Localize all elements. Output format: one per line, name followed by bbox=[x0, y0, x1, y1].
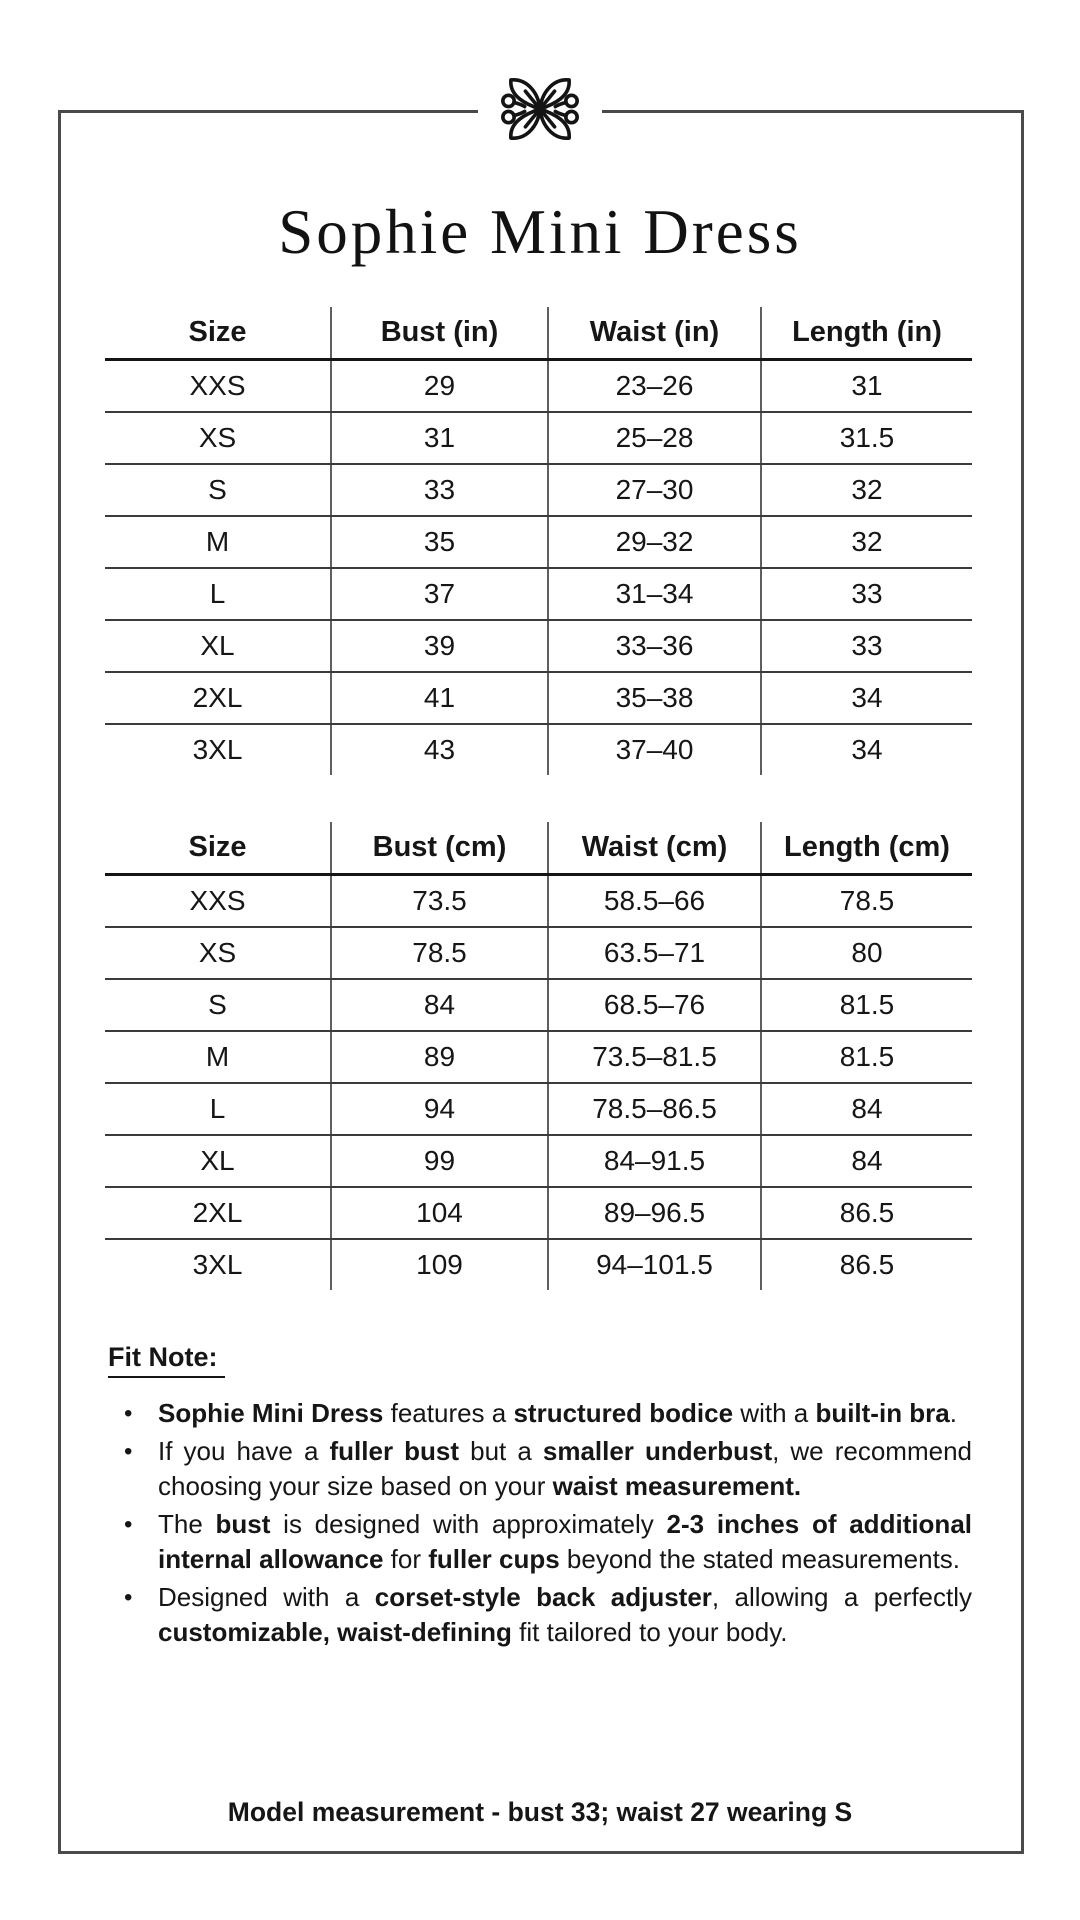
bullet-icon: • bbox=[124, 1511, 133, 1538]
table-cell: 81.5 bbox=[761, 979, 972, 1031]
table-cell: 32 bbox=[761, 516, 972, 568]
table-cell: 78.5–86.5 bbox=[548, 1083, 761, 1135]
body-text: fit tailored to your body. bbox=[511, 1617, 788, 1647]
table-cell: 35 bbox=[331, 516, 548, 568]
table-cell: 33 bbox=[761, 620, 972, 672]
emphasized-text: corset-style back adjuster bbox=[374, 1582, 712, 1612]
table-row bbox=[105, 1239, 972, 1290]
column-header: Size bbox=[105, 307, 331, 360]
body-text: features a bbox=[383, 1398, 514, 1428]
table-cell: 33 bbox=[761, 568, 972, 620]
table-cell: 27–30 bbox=[548, 464, 761, 516]
table-cell: 104 bbox=[331, 1187, 548, 1239]
body-text: is designed with approximately bbox=[270, 1509, 667, 1539]
table-cell: 3XL bbox=[105, 1239, 331, 1290]
table-cell: 39 bbox=[331, 620, 548, 672]
table-cell: 73.5 bbox=[331, 875, 548, 928]
column-header: Length (cm) bbox=[761, 822, 972, 875]
bullet-icon: • bbox=[124, 1438, 133, 1465]
table-cell: 33–36 bbox=[548, 620, 761, 672]
body-text: If you have a bbox=[158, 1436, 330, 1466]
table-cell: XXS bbox=[105, 875, 331, 928]
column-header: Bust (cm) bbox=[331, 822, 548, 875]
body-text: . bbox=[949, 1398, 957, 1428]
table-cell: L bbox=[105, 1083, 331, 1135]
table-row bbox=[105, 672, 972, 724]
table-row bbox=[105, 516, 972, 568]
emphasized-text: fuller cups bbox=[428, 1544, 560, 1574]
table-cell: M bbox=[105, 516, 331, 568]
header-row bbox=[105, 307, 972, 360]
fit-note-item bbox=[122, 1396, 972, 1431]
table-cell: 2XL bbox=[105, 672, 331, 724]
body-text: Designed with a bbox=[158, 1582, 375, 1612]
size-chart-inches-table bbox=[105, 307, 972, 775]
table-row bbox=[105, 979, 972, 1031]
table-cell: 23–26 bbox=[548, 360, 761, 413]
body-text: , we recommend choosing your size based on your bbox=[158, 1436, 972, 1501]
body-text: for bbox=[383, 1544, 429, 1574]
table-row bbox=[105, 412, 972, 464]
table-cell: 63.5–71 bbox=[548, 927, 761, 979]
body-text: , allowing a perfectly bbox=[711, 1582, 973, 1612]
table-cell: 86.5 bbox=[839, 1249, 895, 1280]
table-row bbox=[105, 875, 972, 928]
table-row bbox=[105, 620, 972, 672]
body-text: but a bbox=[459, 1436, 543, 1466]
table-cell: 31 bbox=[761, 360, 972, 413]
emphasized-text: smaller underbust bbox=[542, 1436, 773, 1466]
table-row bbox=[105, 1135, 972, 1187]
table-cell: S bbox=[105, 464, 331, 516]
table-cell: 34 bbox=[761, 672, 972, 724]
table-cell: 32 bbox=[761, 464, 972, 516]
table-row bbox=[105, 1187, 972, 1239]
column-header: Size bbox=[105, 822, 331, 875]
emphasized-text: customizable, waist-defining bbox=[158, 1617, 512, 1647]
column-header: Bust (in) bbox=[331, 307, 548, 360]
table-cell: S bbox=[105, 979, 331, 1031]
table-cell: XL bbox=[105, 620, 331, 672]
table-cell: 68.5–76 bbox=[548, 979, 761, 1031]
butterfly-flourish-icon bbox=[498, 69, 582, 149]
column-header: Length (in) bbox=[761, 307, 972, 360]
table-cell: 37–40 bbox=[548, 724, 761, 775]
size-chart-inches bbox=[105, 307, 972, 775]
header-row bbox=[105, 822, 972, 875]
table-cell: 41 bbox=[331, 672, 548, 724]
table-cell: 94 bbox=[331, 1083, 548, 1135]
table-cell: L bbox=[105, 568, 331, 620]
table-cell: 84 bbox=[761, 1135, 972, 1187]
table-cell: 78.5 bbox=[331, 927, 548, 979]
body-text: The bbox=[158, 1509, 216, 1539]
table-cell: 2XL bbox=[105, 1187, 331, 1239]
fit-note-heading: Fit Note: bbox=[108, 1342, 225, 1378]
table-cell: 31.5 bbox=[761, 412, 972, 464]
table-cell: XXS bbox=[105, 360, 331, 413]
table-cell: 58.5–66 bbox=[548, 875, 761, 928]
table-cell: 89 bbox=[331, 1031, 548, 1083]
emphasized-text: Sophie Mini Dress bbox=[158, 1398, 384, 1428]
table-cell: 94–101.5 bbox=[548, 1239, 761, 1290]
bullet-icon: • bbox=[124, 1400, 133, 1427]
emphasized-text: fuller bust bbox=[329, 1436, 460, 1466]
table-cell: 84 bbox=[331, 979, 548, 1031]
table-row bbox=[105, 724, 972, 775]
table-row bbox=[105, 927, 972, 979]
table-cell: 99 bbox=[331, 1135, 548, 1187]
emphasized-text: bust bbox=[215, 1509, 271, 1539]
page-title: Sophie Mini Dress bbox=[278, 197, 802, 267]
table-cell: 86.5 bbox=[761, 1187, 972, 1239]
table-row bbox=[105, 1031, 972, 1083]
emphasized-text: structured bodice bbox=[513, 1398, 734, 1428]
fit-note-item bbox=[122, 1580, 972, 1650]
table-cell: 31–34 bbox=[548, 568, 761, 620]
table-cell: 73.5–81.5 bbox=[548, 1031, 761, 1083]
body-text: beyond the stated measurements. bbox=[559, 1544, 961, 1574]
column-header: Waist (in) bbox=[548, 307, 761, 360]
table-cell: XL bbox=[105, 1135, 331, 1187]
table-cell: 84–91.5 bbox=[548, 1135, 761, 1187]
size-chart-centimeters bbox=[105, 822, 972, 1290]
table-cell: 43 bbox=[331, 724, 548, 775]
table-cell: 81.5 bbox=[761, 1031, 972, 1083]
table-cell: 37 bbox=[331, 568, 548, 620]
table-cell: 34 bbox=[851, 734, 883, 765]
table-cell: M bbox=[105, 1031, 331, 1083]
brand-ornament bbox=[478, 62, 602, 156]
table-row bbox=[105, 568, 972, 620]
table-cell: 84 bbox=[761, 1083, 972, 1135]
table-cell: 35–38 bbox=[548, 672, 761, 724]
table-cell: 33 bbox=[331, 464, 548, 516]
table-row bbox=[105, 1083, 972, 1135]
emphasized-text: built-in bra bbox=[815, 1398, 950, 1428]
table-cell: 31 bbox=[331, 412, 548, 464]
column-header: Waist (cm) bbox=[548, 822, 761, 875]
model-measurement-note: Model measurement - bust 33; waist 27 wearing S bbox=[227, 1797, 853, 1827]
fit-note-list bbox=[122, 1396, 972, 1653]
emphasized-text: waist measurement. bbox=[552, 1471, 802, 1501]
table-row bbox=[105, 464, 972, 516]
table-cell: 109 bbox=[331, 1239, 548, 1290]
table-cell: XS bbox=[105, 927, 331, 979]
body-text: with a bbox=[733, 1398, 816, 1428]
table-cell: 29 bbox=[331, 360, 548, 413]
table-cell: 3XL bbox=[105, 724, 331, 775]
table-cell: XS bbox=[105, 412, 331, 464]
table-cell: 25–28 bbox=[548, 412, 761, 464]
bullet-icon: • bbox=[124, 1584, 133, 1611]
fit-note-item bbox=[122, 1507, 972, 1577]
emphasized-text: 2-3 inches of additional internal allowance bbox=[158, 1509, 973, 1574]
table-cell: 89–96.5 bbox=[548, 1187, 761, 1239]
table-cell: 29–32 bbox=[548, 516, 761, 568]
table-cell: 78.5 bbox=[761, 875, 972, 928]
size-chart-centimeters-table bbox=[105, 822, 972, 1290]
table-row bbox=[105, 360, 972, 413]
table-cell: 80 bbox=[761, 927, 972, 979]
fit-note-item bbox=[122, 1434, 972, 1504]
